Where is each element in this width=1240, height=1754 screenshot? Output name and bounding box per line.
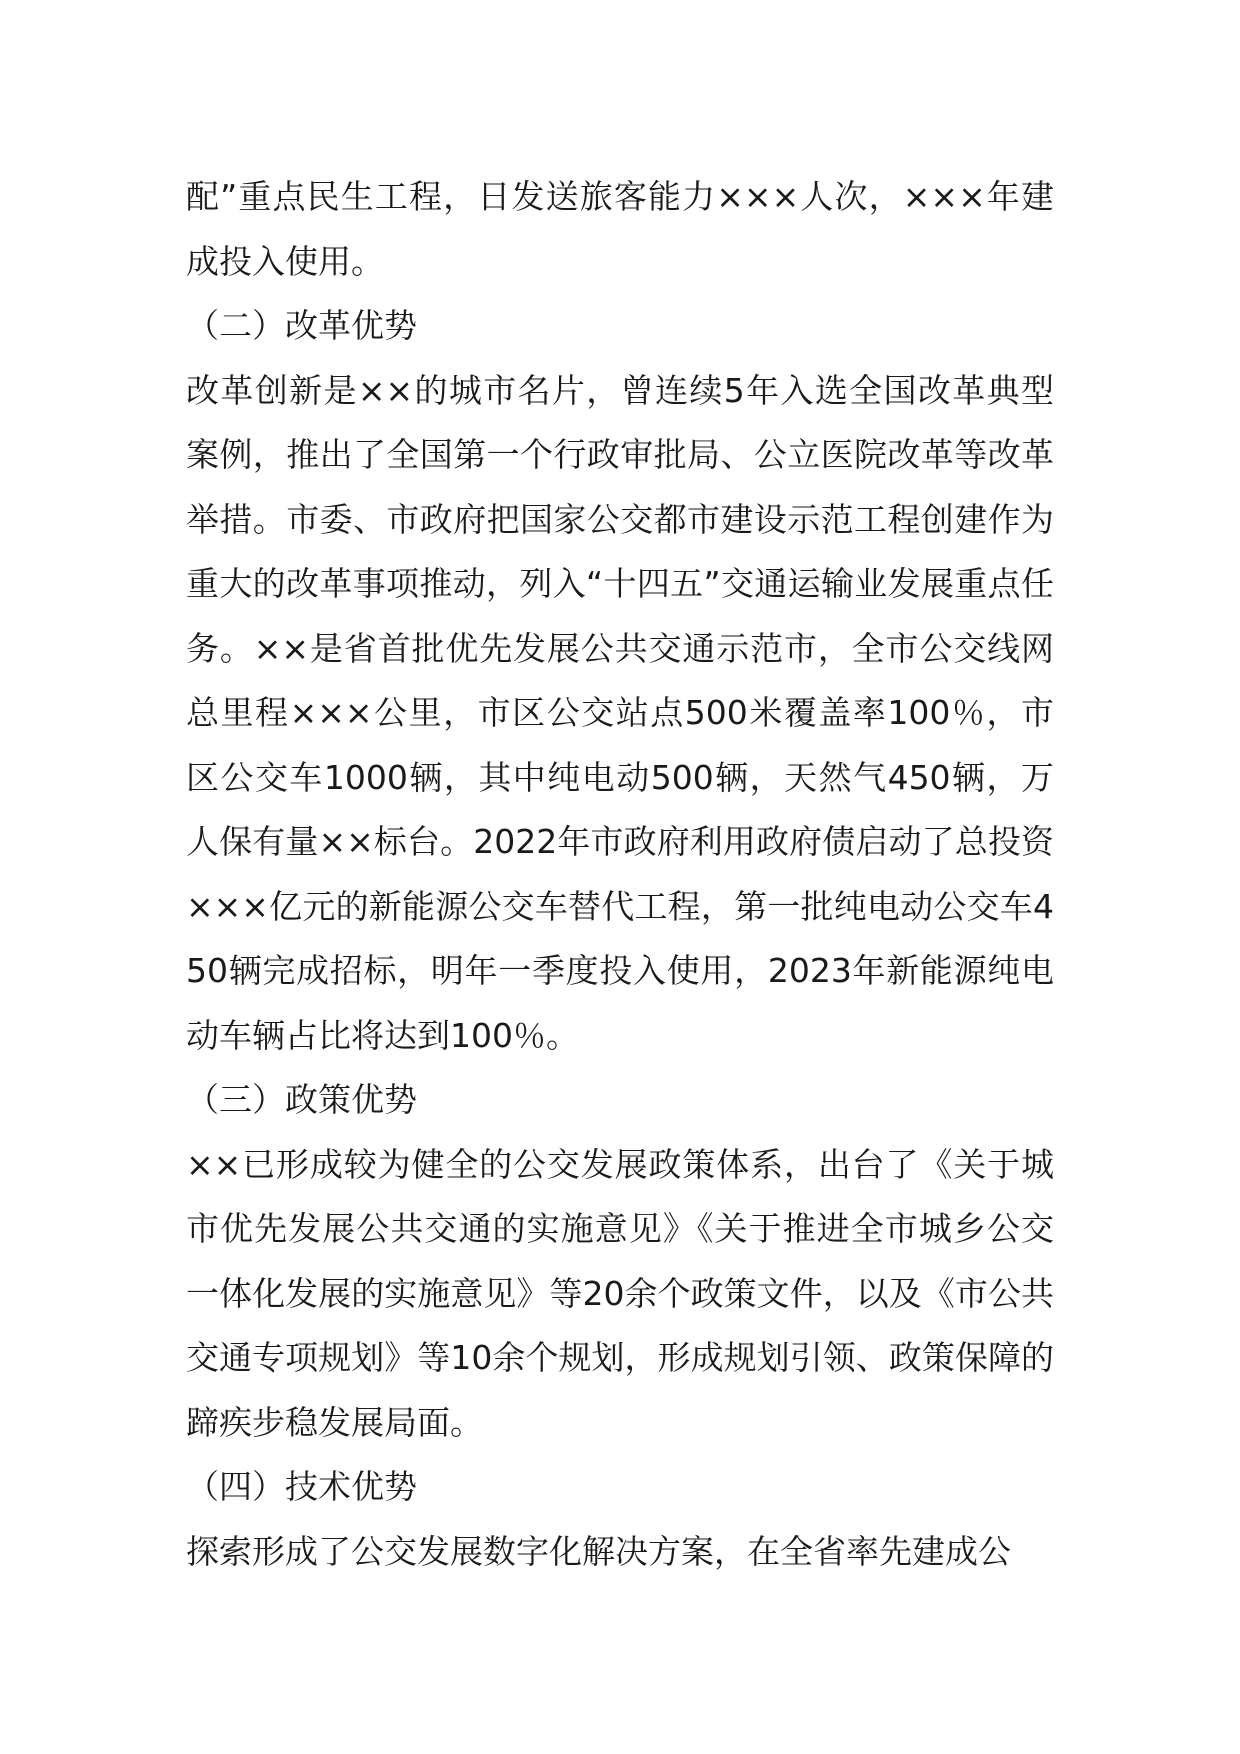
paragraph-policy-advantage: ××已形成较为健全的公交发展政策体系，出台了《关于城市优先发展公共交通的实施意见》《关于推进全市城乡公交一体化发展的实施意见》等20余个政策文件，以及《市公共交通专项规划》等10余个规划，形成规划引领、政策保障的蹄疾步稳发展局面。 <box>186 1144 1054 1442</box>
paragraph-continuation: 配”重点民生工程，日发送旅客能力×××人次，×××年建成投入使用。 <box>186 177 1054 281</box>
section-heading-reform-advantage: （二）改革优势 <box>186 306 417 345</box>
paragraph-reform-advantage: 改革创新是××的城市名片，曾连续5年入选全国改革典型案例，推出了全国第一个行政审批局、公立医院改革等改革举措。市委、市政府把国家公交都市建设示范工程创建作为重大的改革事项推动，列入“十四五”交通运输业发展重点任务。××是省首批优先发展公共交通示范市，全市公交线网总里程×××公里，市区公交站点500米覆盖率100％，市区公交车1000辆，其中纯电动500辆，天然气450辆，万人保有量××标台。2022年市政府利用政府债启动了总投资×××亿元的新能源公交车替代工程，第一批纯电动公交车450辆完成招标，明年一季度投入使用，2023年新能源纯电动车辆占比将达到100％。 <box>186 370 1054 1055</box>
document-body <box>186 165 1054 1584</box>
section-heading-technology-advantage: （四）技术优势 <box>186 1467 417 1506</box>
section-heading-policy-advantage: （三）政策优势 <box>186 1080 417 1119</box>
paragraph-technology-advantage: 探索形成了公交发展数字化解决方案，在全省率先建成公 <box>186 1531 1011 1571</box>
